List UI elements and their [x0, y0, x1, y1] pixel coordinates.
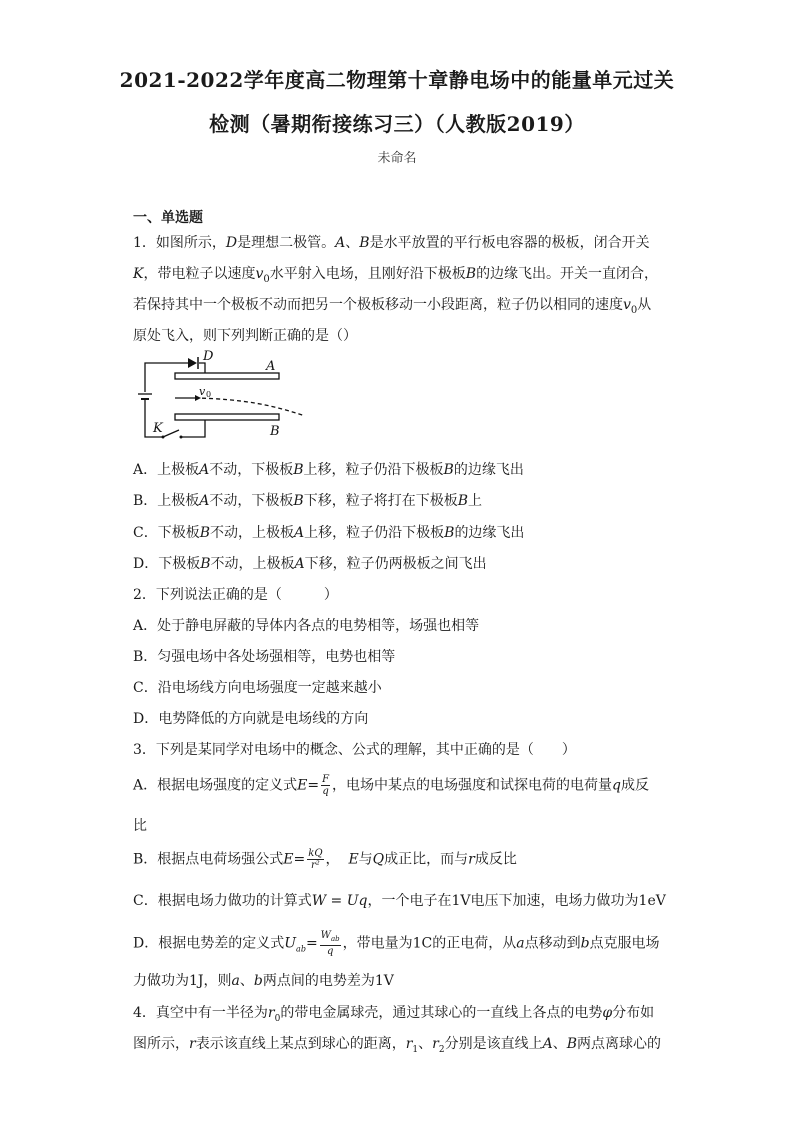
wire-to-plate-b [181, 420, 205, 437]
q2-option-c: C．沿电场线方向电场强度一定越来越小 [133, 680, 382, 696]
label-d: D [203, 350, 214, 364]
label-v0-sub: 0 [206, 390, 212, 399]
q3-option-c: C．根据电场力做功的计算式W = Uq，一个电子在1V电压下加速，电场力做功为1eV [133, 893, 666, 909]
q1-option-d: D．下极板B不动，上极板A下移，粒子仍两极板之间飞出 [133, 556, 487, 572]
trajectory-dashed [195, 398, 305, 416]
switch-contact-right [180, 436, 183, 439]
plate-a [175, 373, 279, 379]
q2-option-a: A．处于静电屏蔽的导体内各点的电势相等，场强也相等 [133, 618, 480, 634]
q1-line-1: 1．如图所示，D是理想二极管。A、B是水平放置的平行板电容器的极板，闭合开关 [133, 235, 650, 251]
q2-option-b: B．匀强电场中各处场强相等，电势也相等 [133, 649, 396, 665]
q3-option-d-cont: 力做功为1J，则a、b两点间的电势差为1V [133, 973, 394, 989]
label-a: A [266, 359, 276, 374]
label-b: B [270, 424, 280, 439]
q3-stem: 3．下列是某同学对电场中的概念、公式的理解，其中正确的是（ ） [133, 742, 576, 758]
q3a-fraction: $\frac{F}{q}$ [322, 774, 330, 797]
title-line-2: 检测（暑期衔接练习三）（人教版2019） [209, 112, 585, 136]
q1-option-c: C．下极板B不动，上极板A上移，粒子仍沿下极板B的边缘飞出 [133, 525, 525, 541]
wire-to-plate-a [199, 363, 205, 373]
wire-top [145, 363, 188, 392]
q1-line-4: 原处飞入，则下列判断正确的是（） [133, 328, 357, 344]
label-k: K [153, 421, 163, 436]
q3b-fraction: $\frac{kQ}{\text{r²}}$ [308, 848, 323, 871]
q3d-fraction: $\frac{W_{ab}}{q}$ [320, 930, 340, 957]
q2-stem: 2．下列说法正确的是（ ） [133, 587, 338, 603]
q3-option-d: D．根据电势差的定义式$U_{ab}=$ $\frac{W_{ab}}{q}$ ，带电量为1C的正电荷，从a点移动到b点克服电场 [133, 930, 660, 957]
q1-option-a: A．上极板A不动，下极板B上移，粒子仍沿下极板B的边缘飞出 [133, 462, 524, 478]
q1-line-3: 若保持其中一个极板不动而把另一个极板移动一小段距离，粒子仍以相同的速度$v_0$从 [133, 297, 652, 316]
q1-option-b: B．上极板A不动，下极板B下移，粒子将打在下极板B上 [133, 493, 483, 509]
q2-option-d: D．电势降低的方向就是电场线的方向 [133, 711, 369, 727]
q4-line-2: 图所示，r表示该直线上某点到球心的距离，$r_1$、$r_2$分别是该直线上A、B两点离球心的 [133, 1036, 661, 1055]
diode-triangle [188, 358, 197, 368]
q3-option-a-cont: 比 [133, 818, 147, 834]
label-v0: v [199, 385, 206, 398]
q1-line-2: K，带电粒子以速度$v_0$水平射入电场，且刚好沿下极板B的边缘飞出。开关一直闭合， [133, 266, 659, 285]
subtitle: 未命名 [377, 151, 417, 166]
switch-k [163, 430, 179, 437]
q3-option-b: B．根据点电荷场强公式E= $\frac{kQ}{\text{r²}}$ ， E与Q成正比，而与r成反比 [133, 848, 517, 871]
q4-line-1: 4．真空中有一半径为$r_0$的带电金属球壳，通过其球心的一直线上各点的电势φ分布如 [133, 1005, 655, 1024]
q3-option-a: A．根据电场强度的定义式E= $\frac{F}{q}$ ，电场中某点的电场强度和试探电荷的电荷量q成反 [133, 774, 650, 797]
section-heading: 一、单选题 [133, 210, 203, 226]
plate-b [175, 414, 279, 420]
capacitor-circuit-figure [133, 350, 313, 445]
title-line-1: 2021-2022学年度高二物理第十章静电场中的能量单元过关 [119, 68, 675, 92]
